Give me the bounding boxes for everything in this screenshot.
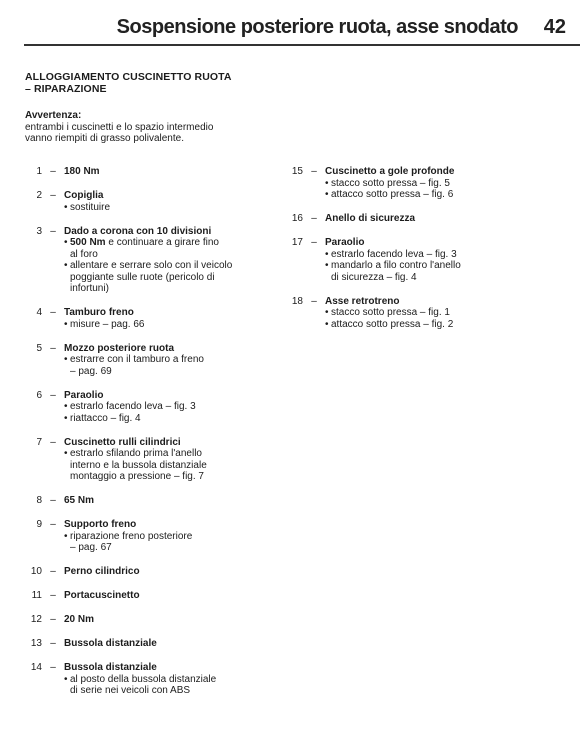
item-note (64, 260, 275, 295)
item-dash: – (50, 495, 56, 506)
page-number: 42 (543, 16, 566, 38)
item-dash: – (50, 342, 56, 354)
item-note-text: riparazione freno posteriore – pag. 67 (70, 530, 193, 553)
item-dash: – (50, 307, 56, 318)
item-dash: – (50, 166, 56, 177)
item-dash: – (50, 614, 56, 625)
parts-list-right (286, 166, 546, 343)
list-item (25, 343, 275, 378)
item-note-text: estrarre con il tamburo a freno – pag. 69 (70, 354, 204, 377)
item-note-text: sostituire (70, 201, 111, 213)
warning-line1: entrambi i cuscinetti e lo spazio intermedio (25, 121, 214, 133)
bullet-icon: • (325, 248, 329, 260)
item-number: 2 (36, 190, 42, 201)
list-item (286, 213, 546, 225)
item-note (64, 448, 275, 483)
item-number: 5 (36, 342, 42, 354)
warning-label: Avvertenza: (25, 110, 82, 121)
page-title: Sospensione posteriore ruota, asse snodato (116, 16, 518, 38)
item-number: 16 (291, 213, 303, 224)
item-number: 3 (36, 225, 42, 237)
item-note (64, 531, 275, 554)
list-item (25, 390, 275, 425)
item-note-text: mandarlo a filo contro l'anello di sicurezza – fig. 4 (331, 260, 461, 283)
list-item (286, 166, 546, 201)
item-number: 14 (30, 662, 42, 673)
list-item (25, 662, 275, 697)
item-number: 18 (291, 295, 303, 307)
item-note-text: riattacco – fig. 4 (70, 412, 141, 424)
item-note-text: estrarlo facendo leva – fig. 3 (70, 401, 196, 412)
section-title (25, 71, 232, 95)
item-title: Cuscinetto a gole profonde (325, 166, 455, 177)
list-item (25, 638, 275, 650)
item-title: Paraolio (325, 237, 365, 248)
item-title: Perno cilindrico (64, 566, 140, 577)
item-note-text: misure – pag. 66 (70, 318, 145, 330)
bullet-icon: • (325, 177, 329, 189)
item-dash: – (311, 237, 317, 248)
item-note-text: stacco sotto pressa – fig. 5 (331, 177, 450, 189)
item-note-text: attacco sotto pressa – fig. 2 (331, 318, 454, 330)
item-title: Supporto freno (64, 519, 137, 530)
item-note-text: 500 Nm e continuare a girare fino al foro (70, 237, 219, 260)
page-header (0, 14, 580, 44)
item-note-text: attacco sotto pressa – fig. 6 (331, 189, 454, 200)
item-dash: – (311, 295, 317, 307)
item-dash: – (50, 389, 56, 401)
item-dash: – (311, 166, 317, 177)
item-number: 11 (31, 590, 42, 601)
section-title-line2: – RIPARAZIONE (25, 83, 107, 95)
list-item (25, 190, 275, 213)
item-note (64, 413, 275, 425)
item-note-text: allentare e serrare solo con il veicolo poggiante sulle ruote (pericolo di infortuni) (70, 260, 233, 294)
item-note-text: stacco sotto pressa – fig. 1 (331, 307, 450, 318)
list-item (25, 226, 275, 295)
item-title: Copiglia (64, 190, 104, 201)
list-item (25, 614, 275, 626)
bullet-icon: • (64, 401, 68, 412)
item-title: Mozzo posteriore ruota (64, 342, 175, 354)
item-number: 4 (36, 307, 42, 318)
warning-note (25, 110, 213, 145)
item-note (64, 202, 275, 214)
list-item (25, 519, 275, 554)
item-note-text: estrarlo facendo leva – fig. 3 (331, 248, 457, 260)
list-item (286, 237, 546, 283)
bullet-icon: • (64, 318, 68, 330)
item-title: Tamburo freno (64, 307, 134, 318)
item-number: 13 (30, 638, 42, 649)
item-dash: – (50, 590, 56, 601)
bullet-icon: • (64, 237, 68, 248)
item-dash: – (50, 225, 56, 237)
item-dash: – (50, 638, 56, 649)
item-note-text: al posto della bussola distanziale di serie nei veicoli con ABS (70, 673, 217, 696)
bullet-icon: • (325, 189, 329, 200)
item-number: 9 (36, 519, 42, 530)
item-title: Bussola distanziale (64, 638, 157, 649)
item-note (64, 354, 275, 377)
item-title: Portacuscinetto (64, 590, 140, 601)
item-dash: – (311, 213, 317, 224)
item-number: 15 (291, 166, 303, 177)
item-note (64, 237, 275, 260)
item-note-emphasis: 500 Nm (70, 237, 106, 248)
bullet-icon: • (64, 260, 68, 271)
item-title: 65 Nm (64, 495, 95, 506)
item-number: 1 (36, 166, 42, 177)
list-item (25, 166, 275, 178)
item-note (325, 178, 546, 190)
list-item (25, 566, 275, 578)
section-title-line1: ALLOGGIAMENTO CUSCINETTO RUOTA (25, 71, 232, 83)
item-note (325, 260, 546, 283)
bullet-icon: • (64, 201, 68, 213)
list-item (25, 590, 275, 602)
item-number: 8 (36, 495, 42, 506)
list-item (25, 307, 275, 330)
bullet-icon: • (64, 673, 68, 685)
item-title: Asse retrotreno (325, 295, 400, 307)
item-dash: – (50, 662, 56, 673)
item-title: 20 Nm (64, 614, 95, 625)
item-title: Bussola distanziale (64, 662, 157, 673)
list-item (25, 495, 275, 507)
item-number: 17 (291, 237, 303, 248)
item-title: Anello di sicurezza (325, 213, 416, 224)
header-rule (24, 44, 580, 46)
parts-list-left (25, 166, 275, 709)
item-title: Dado a corona con 10 divisioni (64, 225, 212, 237)
item-note (325, 307, 546, 319)
bullet-icon: • (325, 307, 329, 318)
item-note (64, 319, 275, 331)
bullet-icon: • (64, 412, 68, 424)
item-title: Paraolio (64, 389, 104, 401)
item-number: 6 (36, 389, 42, 401)
item-dash: – (50, 566, 56, 577)
bullet-icon: • (64, 448, 68, 459)
item-note (64, 401, 275, 413)
warning-line2: vanno riempiti di grasso polivalente. (25, 133, 184, 144)
item-number: 12 (30, 614, 42, 625)
list-item (286, 296, 546, 331)
item-note-text: estrarlo sfilando prima l'anello interno e la bussola distanziale montaggio a pressione – fig. 7 (70, 448, 207, 482)
bullet-icon: • (325, 260, 329, 271)
list-item (25, 437, 275, 483)
item-title: 180 Nm (64, 166, 100, 177)
item-title: Cuscinetto rulli cilindrici (64, 436, 181, 448)
item-note (325, 189, 546, 201)
item-note (64, 674, 275, 697)
bullet-icon: • (325, 318, 329, 330)
item-dash: – (50, 190, 56, 201)
bullet-icon: • (64, 354, 68, 365)
item-note (325, 319, 546, 331)
item-note (325, 249, 546, 261)
item-dash: – (50, 436, 56, 448)
item-number: 7 (36, 436, 42, 448)
item-number: 10 (30, 566, 42, 577)
bullet-icon: • (64, 530, 68, 542)
item-dash: – (50, 519, 56, 530)
